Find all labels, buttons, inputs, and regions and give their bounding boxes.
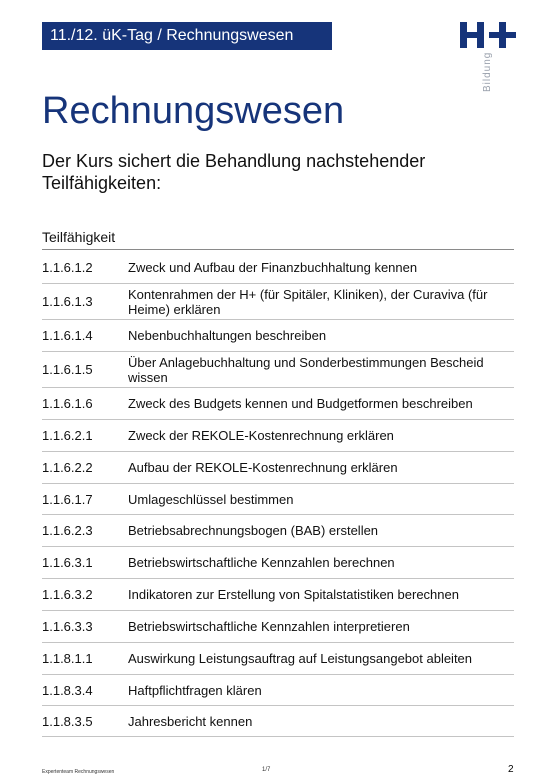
skill-description: Kontenrahmen der H+ (für Spitäler, Kliniken), der Curaviva (für Heime) erklären: [128, 286, 488, 317]
footer-mid: 1/7: [262, 767, 271, 773]
skill-code: 1.1.6.2.2: [42, 460, 93, 475]
skill-code: 1.1.8.3.5: [42, 713, 93, 729]
skill-description: Jahresbericht kennen: [128, 713, 253, 729]
skill-description: Aufbau der REKOLE-Kostenrechnung erklären: [128, 460, 398, 475]
banner-text: 11./12. üK-Tag / Rechnungswesen: [50, 27, 294, 44]
skill-description: Haftpflichtfragen klären: [128, 682, 262, 698]
table-row: [42, 643, 514, 675]
skill-code: 1.1.6.1.6: [42, 396, 93, 411]
table-row: [42, 706, 514, 737]
table-row: [42, 452, 514, 484]
skill-code: 1.1.6.3.1: [42, 555, 93, 570]
skill-description: Auswirkung Leistungsauftrag auf Leistungsangebot ableiten: [128, 651, 473, 666]
footer-left: Expertenteam Rechnungswesen: [42, 769, 115, 775]
page-title: Rechnungswesen: [42, 90, 345, 132]
skill-code: 1.1.6.3.2: [42, 587, 93, 602]
table-header: Teilfähigkeit: [42, 229, 514, 250]
skill-code: 1.1.6.3.3: [42, 619, 93, 634]
header-banner: [42, 22, 332, 50]
skill-code: 1.1.8.3.4: [42, 682, 93, 698]
skill-code: 1.1.6.2.1: [42, 428, 93, 443]
skill-code: 1.1.6.1.7: [42, 491, 93, 507]
table-row: [42, 547, 514, 579]
skill-description: Über Anlagebuchhaltung und Sonderbestimmungen Bescheid wissen: [128, 354, 484, 385]
table-row: [42, 388, 514, 420]
page-number: 2: [508, 764, 514, 775]
skill-description: Umlageschlüssel bestimmen: [128, 491, 294, 507]
skill-code: 1.1.8.1.1: [42, 651, 93, 666]
table-row: [42, 284, 514, 320]
bildung-side-text: Bildung: [482, 51, 493, 92]
table-row: [42, 484, 514, 515]
skill-description: Zweck und Aufbau der Finanzbuchhaltung kennen: [128, 260, 418, 275]
skill-description: Indikatoren zur Erstellung von Spitalstatistiken berechnen: [128, 587, 459, 602]
skill-code: 1.1.6.1.4: [42, 328, 93, 343]
skill-description: Nebenbuchhaltungen beschreiben: [128, 328, 327, 343]
table-row: [42, 675, 514, 706]
skill-code: 1.1.6.1.3: [42, 294, 93, 309]
skill-description: Betriebswirtschaftliche Kennzahlen berechnen: [128, 555, 395, 570]
skill-description: Betriebswirtschaftliche Kennzahlen interpretieren: [128, 619, 410, 634]
skill-description: Zweck der REKOLE-Kostenrechnung erklären: [128, 428, 394, 443]
table-row: [42, 515, 514, 547]
skill-description: Betriebsabrechnungsbogen (BAB) erstellen: [128, 523, 379, 538]
table-row: [42, 320, 514, 352]
table-row: [42, 579, 514, 611]
skill-description: Zweck des Budgets kennen und Budgetformen beschreiben: [128, 396, 473, 411]
intro-text: Der Kurs sichert die Behandlung nachstehender Teilfähigkeiten:: [42, 151, 426, 193]
skill-code: 1.1.6.1.5: [42, 362, 93, 377]
skills-table: [42, 252, 514, 737]
table-row: [42, 420, 514, 452]
h-plus-logo: [460, 22, 516, 48]
skill-code: 1.1.6.1.2: [42, 260, 93, 275]
table-row: [42, 352, 514, 388]
table-row: [42, 611, 514, 643]
skill-code: 1.1.6.2.3: [42, 523, 93, 538]
table-row: [42, 252, 514, 284]
